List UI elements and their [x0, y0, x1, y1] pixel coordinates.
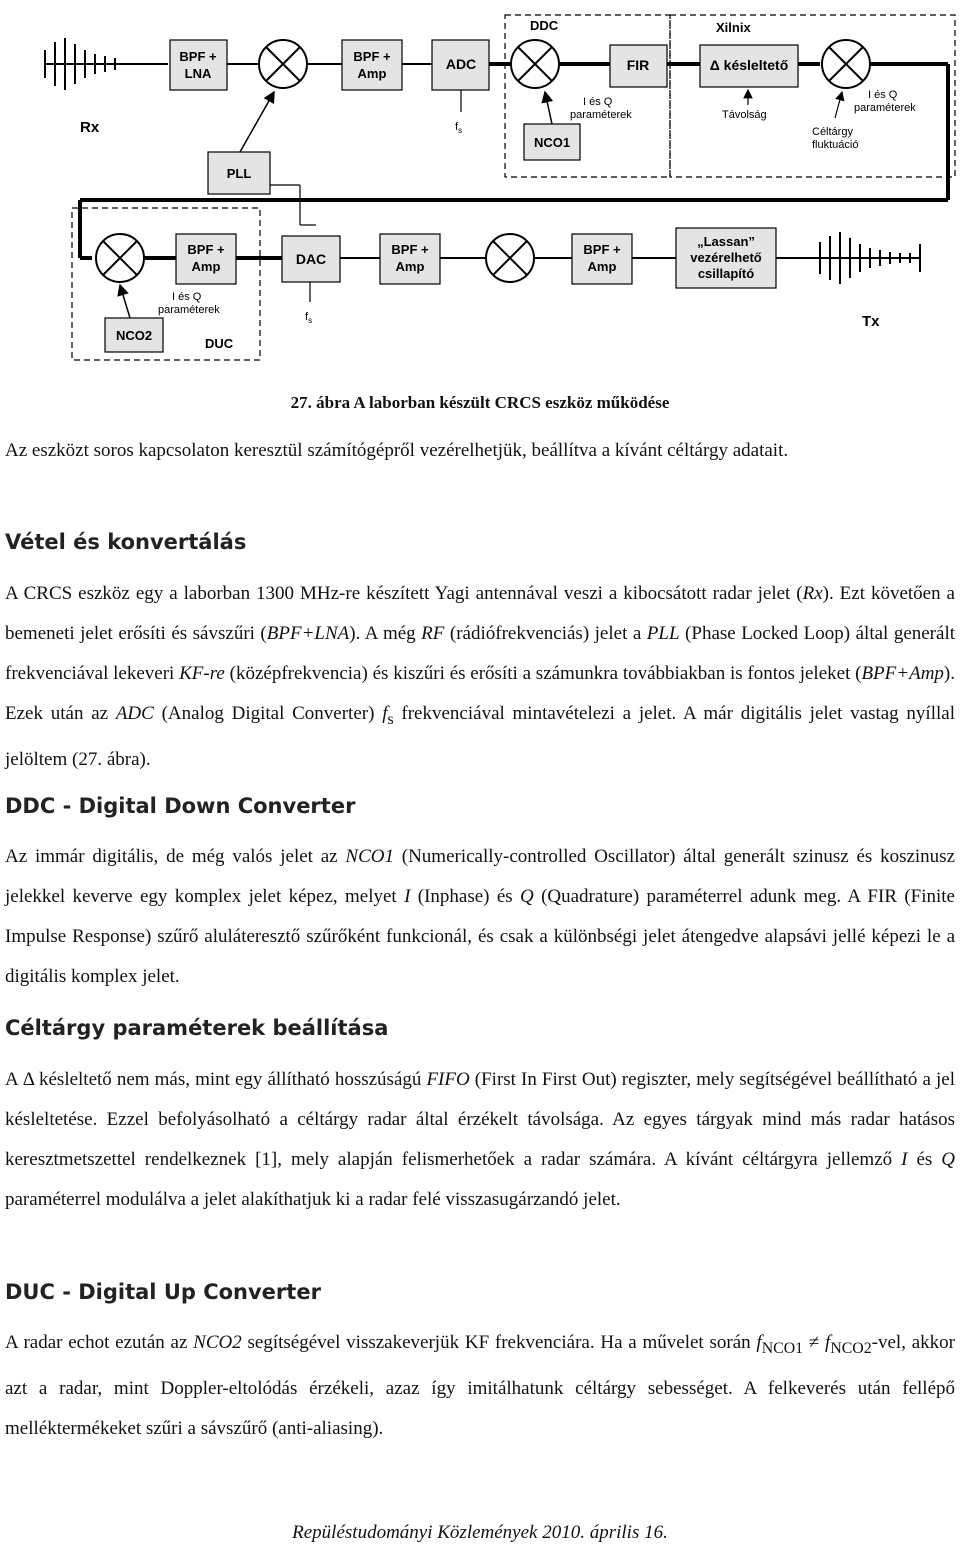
xilinx-frame [670, 15, 955, 177]
heading-celtargy: Céltárgy paraméterek beállítása [5, 1016, 389, 1040]
delay-label: Δ késleltető [709, 57, 789, 73]
bpf-amp-label-3a: BPF + [391, 242, 429, 257]
paragraph-2: A CRCS eszköz egy a laborban 1300 MHz-re készített Yagi antennával veszi a kibocsátott radar jelet (Rx). Ezt követően a bemeneti jelet erősíti és sávszűri (BPF+LNA). A még RF (rádiófrekvenciás) jelet a PLL (Phase Locked Loop) által generált frekvenciával lekeveri KF-re (középfrekvencia) és kiszűri és erősíti a számunkra továbbiakban is fontos jeleket (BPF+Amp). Ezek után az ADC (Analog Digital Converter) $f_s$ frekvenciával mintavételezi a jelet. A már digitális jelet vastag nyíllal jelöltem (27. ábra). [5, 583, 955, 770]
bpf-amp-label-2a: BPF + [187, 242, 225, 257]
duc-label: DUC [205, 336, 234, 351]
mixer-up-icon [486, 234, 534, 282]
adc-label: ADC [445, 56, 477, 72]
figure-caption: 27. ábra A laborban készült CRCS eszköz működése [290, 393, 670, 412]
mixer-ddc-icon [511, 40, 559, 88]
target-fluct-label-2: fluktuáció [812, 139, 859, 151]
iq-label-ddc-1: I és Q [583, 96, 613, 108]
bpf-amp-label-1a: BPF + [353, 49, 391, 64]
heading-ddc: DDC - Digital Down Converter [5, 794, 356, 818]
mixer-target-icon [822, 40, 870, 88]
heading-vetel: Vétel és konvertálás [5, 530, 247, 554]
tx-label: Tx [862, 313, 880, 330]
mixer-duc-icon [96, 234, 144, 282]
paragraph-4: A Δ késleltető nem más, mint egy állítható hosszúságú FIFO (First In First Out) regiszter, mely segítségével beállítható a jel késleltetése. Ezzel befolyásolható a céltárgy radar által érzékelt távolsága. Az egyes tárgyak mind más radar hatásos keresztmetszettel rendelkeznek [1], mely alapján felismerhetőek a radar számára. A kívánt céltárgyra jellemző I és Q paraméterrel modulálva a jelet alakíthatjuk ki a radar felé visszasugárzandó jelet. [5, 1069, 956, 1210]
paragraph-3: Az immár digitális, de még valós jelet az NCO1 (Numerically-controlled Oscillator) által generált szinusz és koszinusz jelekkel keverve egy komplex jelet képez, melyet I (Inphase) és Q (Quadrature) paraméterrel adunk meg. A FIR (Finite Impulse Response) szűrő aluláteresztő szűrőként funkcionál, és csak a különbségi jelet átengedve alapsávi jellé képezi le a digitális komplex jelet. [5, 846, 955, 987]
rx-label: Rx [80, 119, 100, 136]
fir-label: FIR [626, 57, 650, 73]
fs-label-adc: $f_s$ [455, 121, 463, 135]
iq-label-target-1: I és Q [868, 89, 898, 101]
pll-label: PLL [226, 166, 252, 181]
bpf-amp-label-2b: Amp [191, 259, 221, 274]
attenuator-label-2: vezérelhető [690, 250, 762, 265]
bpf-amp-block-1 [342, 40, 402, 90]
bpf-lna-label-1: BPF + [179, 49, 217, 64]
ddc-label: DDC [530, 18, 559, 33]
bpf-amp-label-4a: BPF + [583, 242, 621, 257]
bpf-amp-label-3b: Amp [395, 259, 425, 274]
bpf-amp-label-4b: Amp [587, 259, 617, 274]
attenuator-label-3: csillapító [697, 266, 755, 281]
iq-label-ddc-2: paraméterek [570, 109, 632, 121]
bpf-lna-label-2: LNA [184, 66, 212, 81]
fs-label-dac: $f_s$ [305, 311, 313, 325]
target-fluct-label-1: Céltárgy [812, 126, 853, 138]
mixer-1-icon [259, 40, 307, 88]
bpf-lna-block [170, 40, 227, 90]
bpf-amp-label-1b: Amp [357, 66, 387, 81]
nco2-label: NCO2 [115, 328, 153, 343]
heading-duc: DUC - Digital Up Converter [5, 1280, 321, 1304]
dac-label: DAC [295, 251, 327, 267]
paragraph-1: Az eszközt soros kapcsolaton keresztül számítógépről vezérelhetjük, beállítva a kívánt céltárgy adatait. [5, 440, 789, 461]
iq-label-duc-2: paraméterek [158, 304, 220, 316]
iq-label-target-2: paraméterek [854, 102, 916, 114]
nco1-label: NCO1 [533, 135, 571, 150]
paragraph-5: A radar echot ezután az NCO2 segítségével visszakeverjük KF frekvenciára. Ha a művelet során $f_{NCO1} \ne f_{NCO2}-vel$, akkor azt a radar, mint Doppler-eltolódás érzékeli, azaz így imitálhatunk céltárgy sebességet. A felkeverés után fellépő melléktermékeket szűri a sávszűrő (anti-aliasing). [5, 1332, 955, 1439]
page-footer: Repüléstudományi Közlemények 2010. április 16. [292, 1522, 668, 1543]
distance-label: Távolság [722, 109, 767, 121]
attenuator-label-1: „Lassan” [697, 234, 755, 249]
crcs-block-diagram [0, 0, 960, 380]
iq-label-duc-1: I és Q [172, 291, 202, 303]
xilinx-label: Xilnix [716, 20, 751, 35]
